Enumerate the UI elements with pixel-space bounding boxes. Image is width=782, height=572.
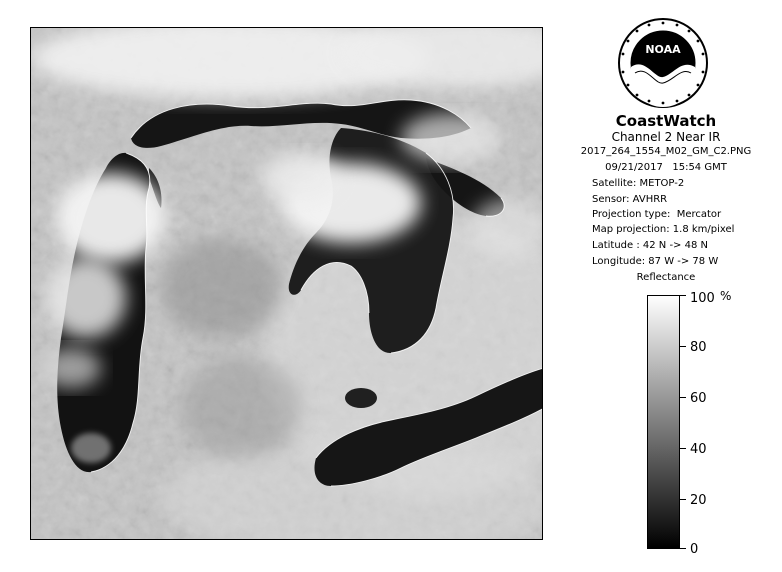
colorbar-tick — [680, 448, 686, 449]
colorbar-tick-label: 20 — [690, 493, 707, 508]
colorbar-tick-label: 40 — [690, 442, 707, 457]
satellite-image — [30, 27, 543, 540]
app-title: CoastWatch — [615, 112, 717, 130]
colorbar-tick — [680, 499, 686, 500]
projection-type-label: Projection type: Mercator — [592, 209, 722, 220]
colorbar-tick — [680, 548, 686, 549]
channel-subtitle: Channel 2 Near IR — [611, 130, 721, 144]
image-filename: 2017_264_1554_M02_GM_C2.PNG — [580, 146, 752, 157]
map-projection-label: Map projection: 1.8 km/pixel — [592, 224, 735, 235]
latitude-label: Latitude : 42 N -> 48 N — [592, 240, 708, 251]
logo-text: NOAA — [645, 43, 681, 56]
great-lakes-map — [31, 28, 543, 540]
reflectance-colorbar — [647, 295, 680, 549]
colorbar-tick — [680, 346, 686, 347]
longitude-label: Longitude: 87 W -> 78 W — [592, 256, 719, 267]
satellite-label: Satellite: METOP-2 — [592, 178, 685, 189]
colorbar-unit: % — [720, 289, 732, 303]
colorbar-tick — [680, 295, 686, 296]
noaa-logo — [617, 17, 709, 109]
colorbar-tick-label: 0 — [690, 542, 699, 557]
colorbar-tick-label: 100 — [690, 291, 715, 306]
colorbar-label: Reflectance — [636, 272, 696, 283]
sensor-label: Sensor: AVHRR — [592, 194, 668, 205]
colorbar-tick-label: 60 — [690, 391, 707, 406]
colorbar-tick-label: 80 — [690, 340, 707, 355]
acquisition-datetime: 09/21/2017 15:54 GMT — [605, 162, 727, 173]
colorbar-tick — [680, 397, 686, 398]
